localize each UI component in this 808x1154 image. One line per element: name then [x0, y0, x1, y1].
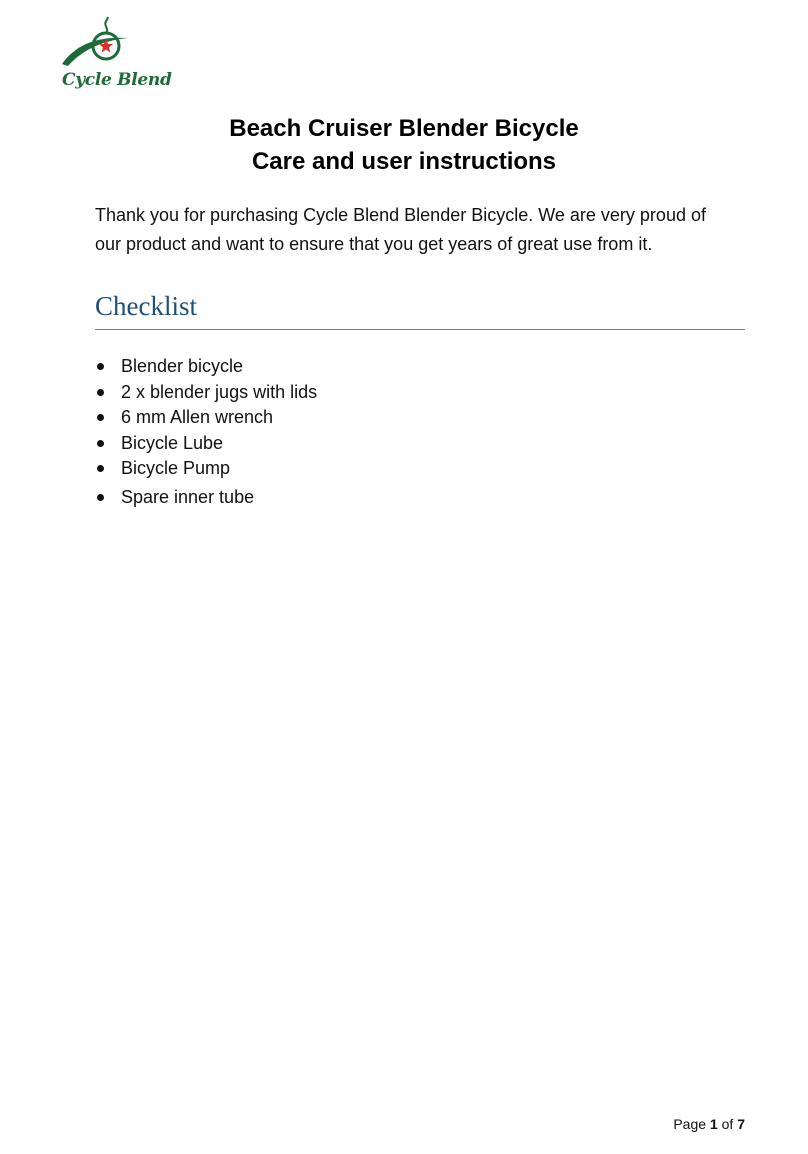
list-item [95, 380, 317, 406]
page-total: 7 [737, 1116, 745, 1132]
list-item-text: Spare inner tube [121, 486, 255, 507]
bullet-icon [97, 414, 104, 421]
list-item-text: Bicycle Lube [121, 432, 224, 453]
title-line-1: Beach Cruiser Blender Bicycle [229, 115, 579, 142]
page-current: 1 [709, 1116, 718, 1132]
list-item-text: 2 x blender jugs with lids [121, 381, 318, 402]
logo-brand-text: Cycle Blend [62, 70, 172, 90]
title-line-2: Care and user instructions [251, 148, 557, 175]
list-item [95, 485, 317, 511]
bullet-icon [97, 440, 104, 447]
document-title [0, 112, 808, 178]
page-of: of [721, 1116, 734, 1132]
list-item-text: Bicycle Pump [121, 458, 231, 479]
checklist [95, 354, 317, 511]
intro-line-1: Thank you for purchasing Cycle Blend Blender Bicycle. We are very proud of [95, 205, 706, 225]
list-item [95, 405, 317, 431]
bullet-icon [97, 494, 104, 501]
bicycle-wheel-logo-icon [58, 14, 158, 74]
heading-underline-divider [95, 329, 745, 330]
list-item-text: 6 mm Allen wrench [121, 407, 274, 428]
cycle-blend-logo [58, 14, 172, 96]
bullet-icon [97, 389, 104, 396]
intro-paragraph [95, 201, 745, 259]
page-number [673, 1116, 745, 1132]
list-item [95, 456, 317, 482]
page-label: Page [673, 1116, 707, 1132]
bullet-icon [97, 363, 104, 370]
list-item-text: Blender bicycle [121, 356, 244, 376]
list-item [95, 431, 317, 457]
list-item [95, 354, 317, 380]
section-heading-checklist: Checklist [95, 291, 197, 321]
bullet-icon [97, 465, 104, 472]
intro-line-2: our product and want to ensure that you get years of great use from it. [95, 234, 653, 254]
